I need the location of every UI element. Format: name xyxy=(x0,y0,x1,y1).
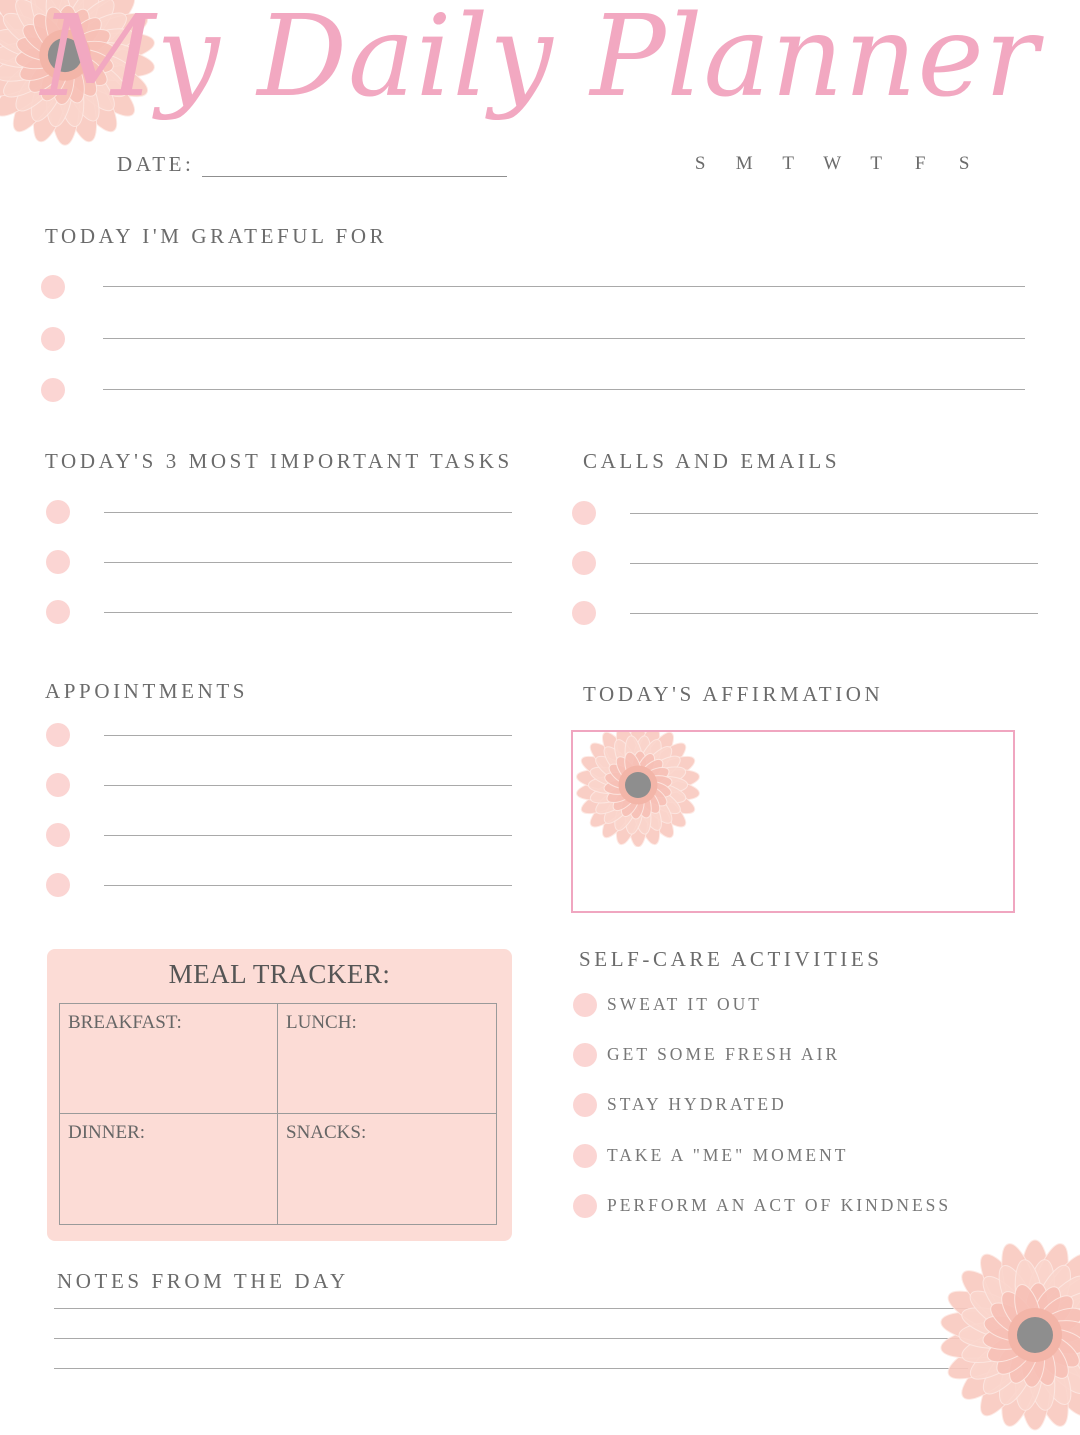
grateful-bullet[interactable] xyxy=(41,327,65,351)
tasks-bullet[interactable] xyxy=(46,550,70,574)
self-care-item: PERFORM AN ACT OF KINDNESS xyxy=(607,1194,952,1215)
self-care-checkbox[interactable] xyxy=(573,1043,597,1067)
weekday-5[interactable]: F xyxy=(914,153,930,174)
grateful-bullet[interactable] xyxy=(41,275,65,299)
self-care-item: STAY HYDRATED xyxy=(607,1094,787,1115)
date-label: DATE: xyxy=(117,152,195,176)
appointments-line[interactable] xyxy=(104,735,512,736)
weekday-6[interactable]: S xyxy=(958,153,974,174)
weekday-1[interactable]: M xyxy=(735,153,757,174)
calls-line[interactable] xyxy=(630,613,1038,614)
gerbera-flower-icon xyxy=(571,730,713,847)
appointments-bullet[interactable] xyxy=(46,723,70,747)
self-care-checkbox[interactable] xyxy=(573,1093,597,1117)
gerbera-flower-icon xyxy=(935,1235,1080,1435)
appointments-line[interactable] xyxy=(104,785,512,786)
self-care-item: GET SOME FRESH AIR xyxy=(607,1044,841,1065)
meal-tracker xyxy=(47,949,512,1241)
self-care-item: TAKE A "ME" MOMENT xyxy=(607,1144,849,1165)
tasks-bullet[interactable] xyxy=(46,600,70,624)
weekday-2[interactable]: T xyxy=(782,153,798,174)
appointments-heading: APPOINTMENTS xyxy=(45,679,249,703)
meal-tracker-title: MEAL TRACKER: xyxy=(168,959,391,989)
notes-line[interactable] xyxy=(54,1368,968,1369)
tasks-bullet[interactable] xyxy=(46,500,70,524)
calls-bullet[interactable] xyxy=(572,601,596,625)
calls-bullet[interactable] xyxy=(572,551,596,575)
tasks-heading: TODAY'S 3 MOST IMPORTANT TASKS xyxy=(45,449,513,473)
page-title: My Daily Planner xyxy=(40,0,1040,122)
self-care-item: SWEAT IT OUT xyxy=(607,994,762,1014)
grateful-bullet[interactable] xyxy=(41,378,65,402)
grateful-line[interactable] xyxy=(103,286,1025,287)
grateful-line[interactable] xyxy=(103,389,1025,390)
appointments-bullet[interactable] xyxy=(46,823,70,847)
affirmation-box[interactable] xyxy=(571,730,1015,913)
calls-heading: CALLS AND EMAILS xyxy=(583,449,841,473)
appointments-line[interactable] xyxy=(104,835,512,836)
self-care-heading: SELF-CARE ACTIVITIES xyxy=(579,947,883,971)
weekday-0[interactable]: S xyxy=(694,153,710,174)
notes-line[interactable] xyxy=(54,1308,968,1309)
appointments-bullet[interactable] xyxy=(46,873,70,897)
tasks-line[interactable] xyxy=(104,512,512,513)
tasks-line[interactable] xyxy=(104,562,512,563)
grateful-heading: TODAY I'M GRATEFUL FOR xyxy=(45,224,388,248)
weekday-selector xyxy=(680,153,988,175)
tasks-line[interactable] xyxy=(104,612,512,613)
meal-cell-lunch[interactable]: LUNCH: xyxy=(278,1004,496,1114)
calls-line[interactable] xyxy=(630,563,1038,564)
meal-cell-snacks[interactable]: SNACKS: xyxy=(286,1122,367,1143)
grateful-line[interactable] xyxy=(103,338,1025,339)
notes-heading: NOTES FROM THE DAY xyxy=(57,1269,349,1293)
date-field-line[interactable] xyxy=(202,176,507,177)
self-care-checkbox[interactable] xyxy=(573,993,597,1017)
notes-line[interactable] xyxy=(54,1338,968,1339)
appointments-line[interactable] xyxy=(104,885,512,886)
meal-cell-dinner[interactable]: DINNER: xyxy=(60,1114,278,1224)
meal-cell-breakfast[interactable]: BREAKFAST: xyxy=(60,1004,278,1114)
affirmation-heading: TODAY'S AFFIRMATION xyxy=(583,682,884,706)
weekday-4[interactable]: T xyxy=(870,153,886,174)
meal-grid xyxy=(59,1003,497,1225)
calls-line[interactable] xyxy=(630,513,1038,514)
weekday-3[interactable]: W xyxy=(823,153,845,174)
calls-bullet[interactable] xyxy=(572,501,596,525)
self-care-checkbox[interactable] xyxy=(573,1144,597,1168)
appointments-bullet[interactable] xyxy=(46,773,70,797)
self-care-checkbox[interactable] xyxy=(573,1194,597,1218)
